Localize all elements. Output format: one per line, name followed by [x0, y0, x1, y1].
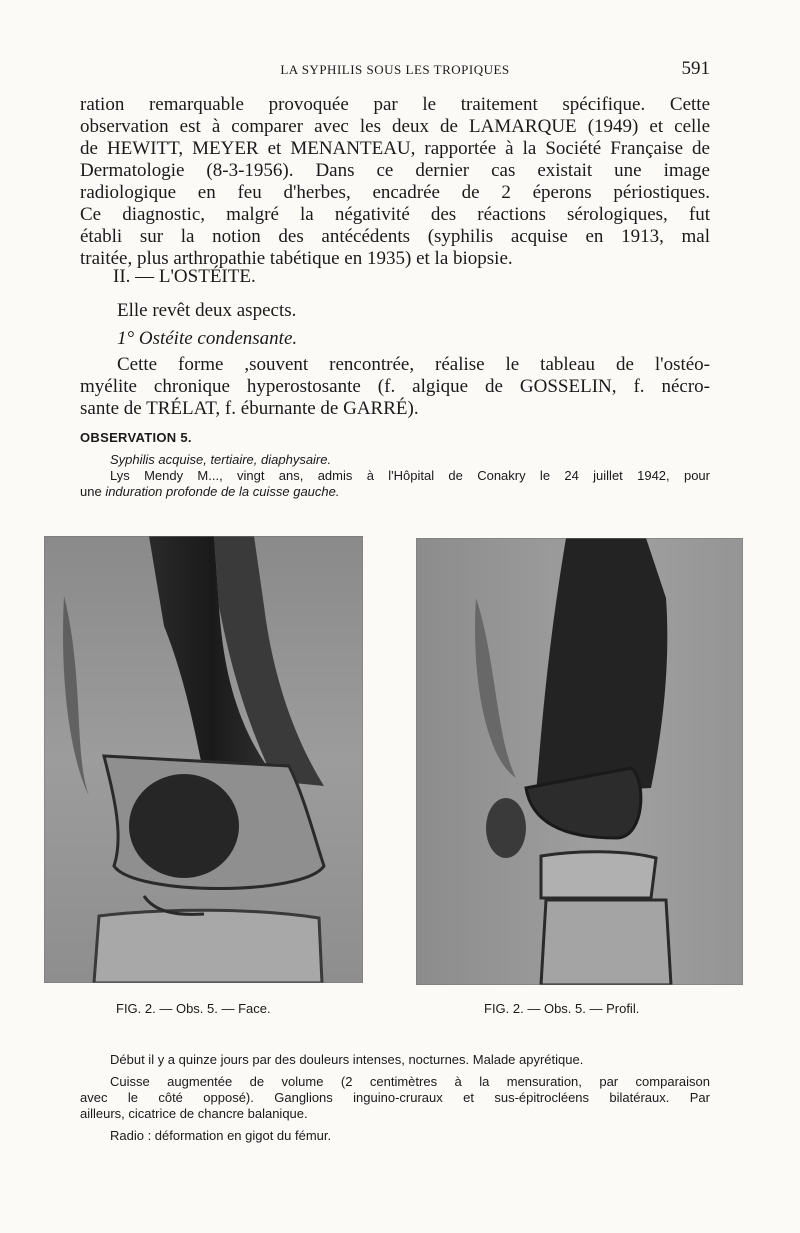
page-number: 591 — [681, 58, 710, 79]
text-italic: induration profonde de la cuisse gauche. — [105, 484, 340, 499]
xray-figure-face — [44, 536, 363, 983]
text-line: Radio : déformation en gigot du fémur. — [110, 1128, 332, 1143]
text-line: Début il y a quinze jours par des douleurs intenses, nocturnes. Malade apyrétique. — [110, 1052, 584, 1067]
section-intro: Elle revêt deux aspects. — [117, 300, 297, 321]
xray-figure-profile — [416, 538, 743, 985]
paragraph-1 — [80, 94, 710, 270]
text-line: ration remarquable provoquée par le traitement spécifique. Cette — [80, 94, 710, 115]
observation-subtitle: Syphilis acquise, tertiaire, diaphysaire. — [110, 452, 332, 467]
text-line: myélite chronique hyperostosante (f. algique de GOSSELIN, f. nécro- — [80, 376, 710, 397]
text-line: établi sur la notion des antécédents (syphilis acquise en 1913, mal — [80, 226, 710, 247]
running-title: LA SYPHILIS SOUS LES TROPIQUES — [280, 62, 510, 77]
subsection-heading: 1° Ostéite condensante. — [117, 328, 298, 349]
text-line: traitée, plus arthropathie tabétique en 1935) et la biopsie. — [80, 248, 513, 269]
text-line: avec le côté opposé). Ganglions inguino-cruraux et sus-épitrocléens bilatéraux. Par — [80, 1090, 710, 1105]
text-line — [80, 484, 710, 500]
running-header — [80, 58, 710, 82]
text-fragment: une — [80, 484, 106, 499]
text-line: de HEWITT, MEYER et MENANTEAU, rapportée à la Société Française de — [80, 138, 710, 159]
text-line: sante de TRÉLAT, f. éburnante de GARRÉ). — [80, 398, 419, 419]
text-line: Cuisse augmentée de volume (2 centimètres à la mensuration, par comparaison — [110, 1074, 710, 1089]
observation-heading: OBSERVATION 5. — [80, 430, 192, 445]
paragraph-clinical — [80, 1052, 710, 1144]
section-heading: II. — L'OSTÉITE. — [113, 266, 256, 287]
paragraph-2 — [80, 354, 710, 420]
observation-intro — [80, 452, 710, 500]
figure-caption-face: FIG. 2. — Obs. 5. — Face. — [116, 1001, 271, 1016]
text-line: Ce diagnostic, malgré la négativité des réactions sérologiques, fut — [80, 204, 710, 225]
text-line: observation est à comparer avec les deux de LAMARQUE (1949) et celle — [80, 116, 710, 137]
text-line: Cette forme ,souvent rencontrée, réalise le tableau de l'ostéo- — [117, 354, 710, 375]
text-line: Dermatologie (8-3-1956). Dans ce dernier cas existait une image — [80, 160, 710, 181]
text-line: Lys Mendy M..., vingt ans, admis à l'Hôpital de Conakry le 24 juillet 1942, pour — [110, 468, 710, 483]
figure-caption-profile: FIG. 2. — Obs. 5. — Profil. — [484, 1001, 640, 1016]
text-line: ailleurs, cicatrice de chancre balanique. — [80, 1106, 308, 1121]
text-line: radiologique en feu d'herbes, encadrée de 2 éperons périostiques. — [80, 182, 710, 203]
